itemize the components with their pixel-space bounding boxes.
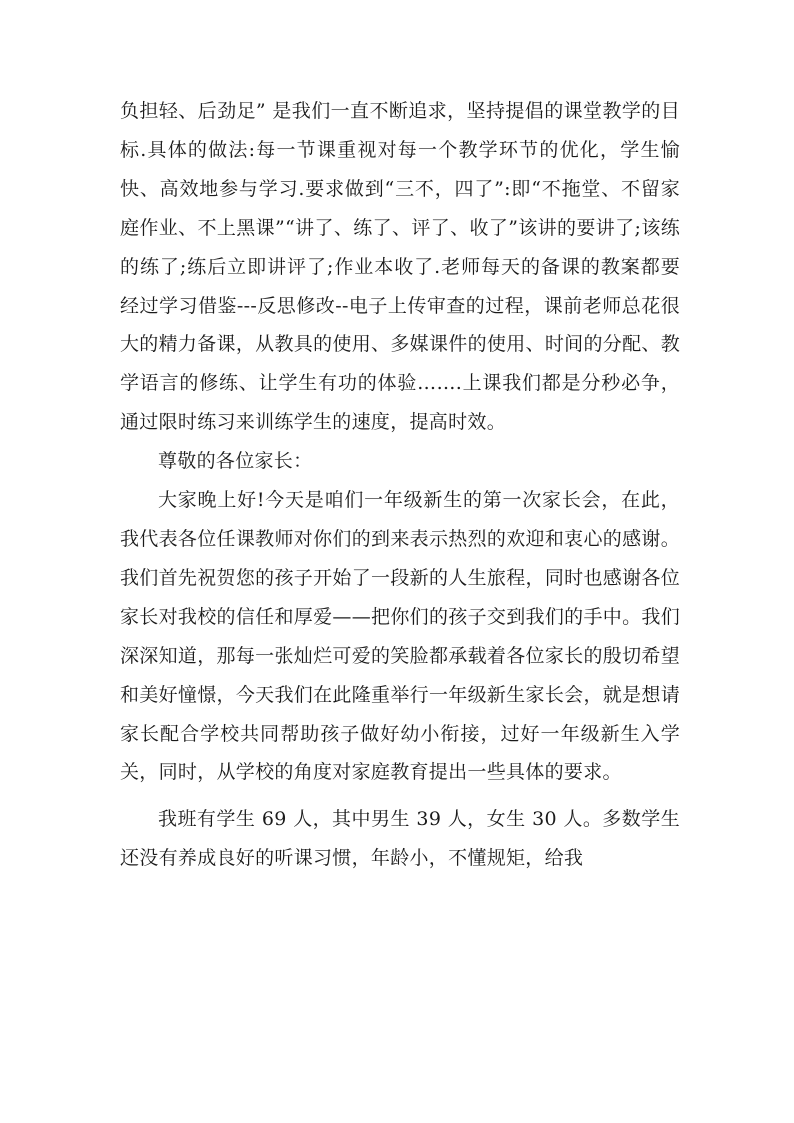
paragraph-class-info: 我班有学生 69 人，其中男生 39 人，女生 30 人。多数学生还没有养成良好的听课习惯，年龄小，不懂规矩，给我 (120, 808, 680, 870)
paragraph-salutation: 尊敬的各位家长： (158, 450, 313, 473)
document-body (120, 92, 680, 878)
paragraph-welcome: 大家晚上好!今天是咱们一年级新生的第一次家长会，在此，我代表各位任课教师对你们的到来表示热烈的欢迎和衷心的感谢。我们首先祝贺您的孩子开始了一段新的人生旅程，同时也感谢各位家长对我校的信任和厚爱——把你们的孩子交到我们的手中。我们深深知道，那每一张灿烂可爱的笑脸都承载着各位家长的殷切希望和美好憧憬，今天我们在此隆重举行一年级新生家长会，就是想请家长配合学校共同帮助孩子做好幼小衔接，过好一年级新生入学关，同时，从学校的角度对家庭教育提出一些具体的要求。 (120, 489, 680, 784)
paragraph-teaching-goals: 负担轻、后劲足” 是我们一直不断追求，坚持提倡的课堂教学的目标.具体的做法:每一节课重视对每一个教学环节的优化，学生愉快、高效地参与学习.要求做到“三不，四了”:即“不拖堂、不留家庭作业、不上黑课”“讲了、练了、评了、收了”该讲的要讲了;该练的练了;练后立即讲评了;作业本收了.老师每天的备课的教案都要经过学习借鉴---反思修改--电子上传审查的过程，课前老师总花很大的精力备课，从教具的使用、多媒课件的使用、时间的分配、教学语言的修练、让学生有功的体验…….上课我们都是分秒必争，通过限时练习来训练学生的速度，提高时效。 (120, 100, 680, 434)
